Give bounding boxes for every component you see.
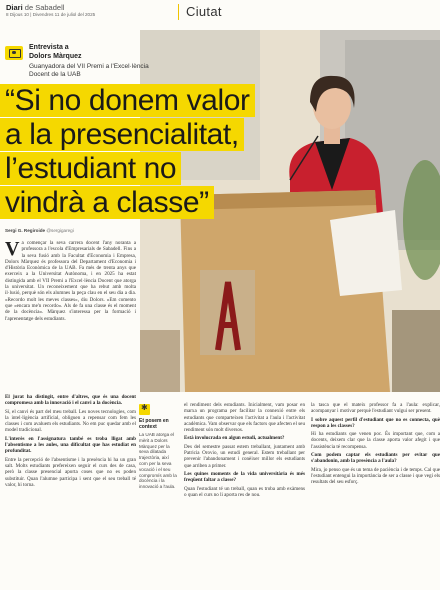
sidebar-title: Et posem en context bbox=[139, 418, 169, 430]
article-column-2 bbox=[184, 402, 305, 590]
byline bbox=[5, 228, 74, 233]
headline-quote bbox=[0, 84, 262, 222]
paragraph: Mira, jo penso que és un tema de paciència i de temps. Cal que l'estudiant entengui la importància de ser a classe i que vegi els resultats del seu esforç. bbox=[311, 466, 440, 486]
asterisk-icon bbox=[139, 404, 150, 415]
microphone-card-icon bbox=[5, 46, 23, 60]
paragraph: Sí, el canvi és part del meu treball. Les noves tecnologies, com la intel·ligència artificial, obliguen a repensar com fem les classes i com avaluem els estudiants. No em puc quedar amb el model tradicional. bbox=[5, 408, 136, 434]
headline-line: a la presencialitat, bbox=[0, 118, 244, 151]
paragraph: la tasca que el mateix professor fa a l'aula: explicar, acompanyar i motivar perquè l'estudiant vulgui ser present. bbox=[311, 402, 440, 415]
newspaper-brand: Diari de Sabadell bbox=[6, 3, 65, 12]
interview-question: Les quines moments de la vida universitària és més freqüent faltar a classe? bbox=[184, 470, 305, 484]
interviewee-description: Guanyadora del VII Premi a l'Excel·lència Docent de la UAB bbox=[29, 63, 149, 78]
interview-question: L'interès en l'assignatura també es troba lligat amb l'absentisme a les aules, una dificultat que has estudiat en profunditat. bbox=[5, 435, 136, 455]
paragraph: Quan l'estudiant té un treball, quan es troba amb exàmens o quan el curs no li aporta res de nou. bbox=[184, 485, 305, 498]
interview-question: Com podem captar els estudiants per evitar que s'abandonin, amb la presència a l'aula? bbox=[311, 452, 440, 465]
drop-cap: V bbox=[5, 240, 20, 260]
article-column-3 bbox=[311, 402, 440, 590]
dateline: 8 Dijous 10 | Divendres 11 de juliol del 2025 bbox=[6, 12, 96, 17]
article-column-1 bbox=[5, 240, 136, 386]
interview-kicker: Entrevista a bbox=[29, 44, 69, 51]
context-sidebar bbox=[139, 402, 179, 590]
interviewee-name: Dolors Màrquez bbox=[29, 53, 82, 60]
paragraph: a començar la seva carrera docent l'any noranta a professora a l'escola d'Empresarials de Sabadell. Fins a la seva fusió amb la Facultat d'Economia i Empresa, Dolors Màrquez és professora del Departament d'Economia i d'Història Econòmica de la UAB. Fa més de trenta anys que exerceix a la Universitat Autònoma, i en 2025 ha estat distingida amb el VII Premi a l'Excel·lència Docent que atorga la universitat. Un reconeixement que ha rebut amb molta il·lusió, perquè són els alumnes la peça clau en el seu dia a dia. «Recordo molt les meves classes», diu Dolors. «Em comento que «encara me'n recordo». Als de fa una classe és el moment de la docència». Màrquez s'interessa per la formació i l'aprenentatge dels estudiants. bbox=[5, 240, 136, 322]
author-name: Sergi G. Regiroide bbox=[5, 228, 46, 233]
paragraph: el rendiment dels estudiants. Inicialment, vam posar en marxa un programa per facilitar la connexió entre els estudiants que comparteixen l'activitat a l'aula i l'activitat acadèmica. Vam observar que els factors que afecten el seu rendiment són molt diversos. bbox=[184, 402, 305, 434]
section-divider bbox=[178, 4, 179, 20]
headline-line: “Si no donem valor bbox=[0, 84, 255, 117]
headline-line: l’estudiant no bbox=[0, 152, 181, 185]
interview-question: I sobre aquest perfil d'estudiant que no es connecta, què respon a les classes? bbox=[311, 416, 440, 429]
interview-question: El jurat ha distingit, entre d'altres, que és una docent compromesa amb la innovació i el canvi a la docència. bbox=[5, 394, 136, 407]
paragraph: Des del semestre passat estem treballant, juntament amb Patricia Orovio, un estudi general. Estem treballant per prevenir l'abandonament i conèixer millor els estudiants que arriben a primer. bbox=[184, 443, 305, 469]
interview-question: Està involucrada en algun estudi, actualment? bbox=[184, 435, 285, 442]
article-column-1-continued bbox=[5, 394, 136, 590]
section-title: Ciutat bbox=[186, 4, 222, 19]
paragraph: Entre la percepció de l'absentisme i la presència hi ha un gran salt. Molts estudiants prefereixen seguir el curs des de casa, però la classe presencial aporta coses que no es poden substituir. Quan l'alumne participa i sent que el seu treball té valor, hi torna. bbox=[5, 456, 136, 488]
paragraph: Hi ha estudiants que venen poc. És important que, com a docents, deixem clar que la classe aporta valor afegit i que l'assistència té recompensa. bbox=[311, 431, 440, 450]
sidebar-text: La UAB atorga el mèrit a Dolors Màrquez per la seva dilatada trajectòria, així com per la seva vocació i el seu compromís amb la docència i la innovació a l'aula. bbox=[139, 432, 177, 490]
author-handle: @sergigaregi bbox=[46, 228, 74, 233]
masthead bbox=[0, 0, 440, 24]
headline-line: vindrà a classe” bbox=[0, 186, 214, 219]
